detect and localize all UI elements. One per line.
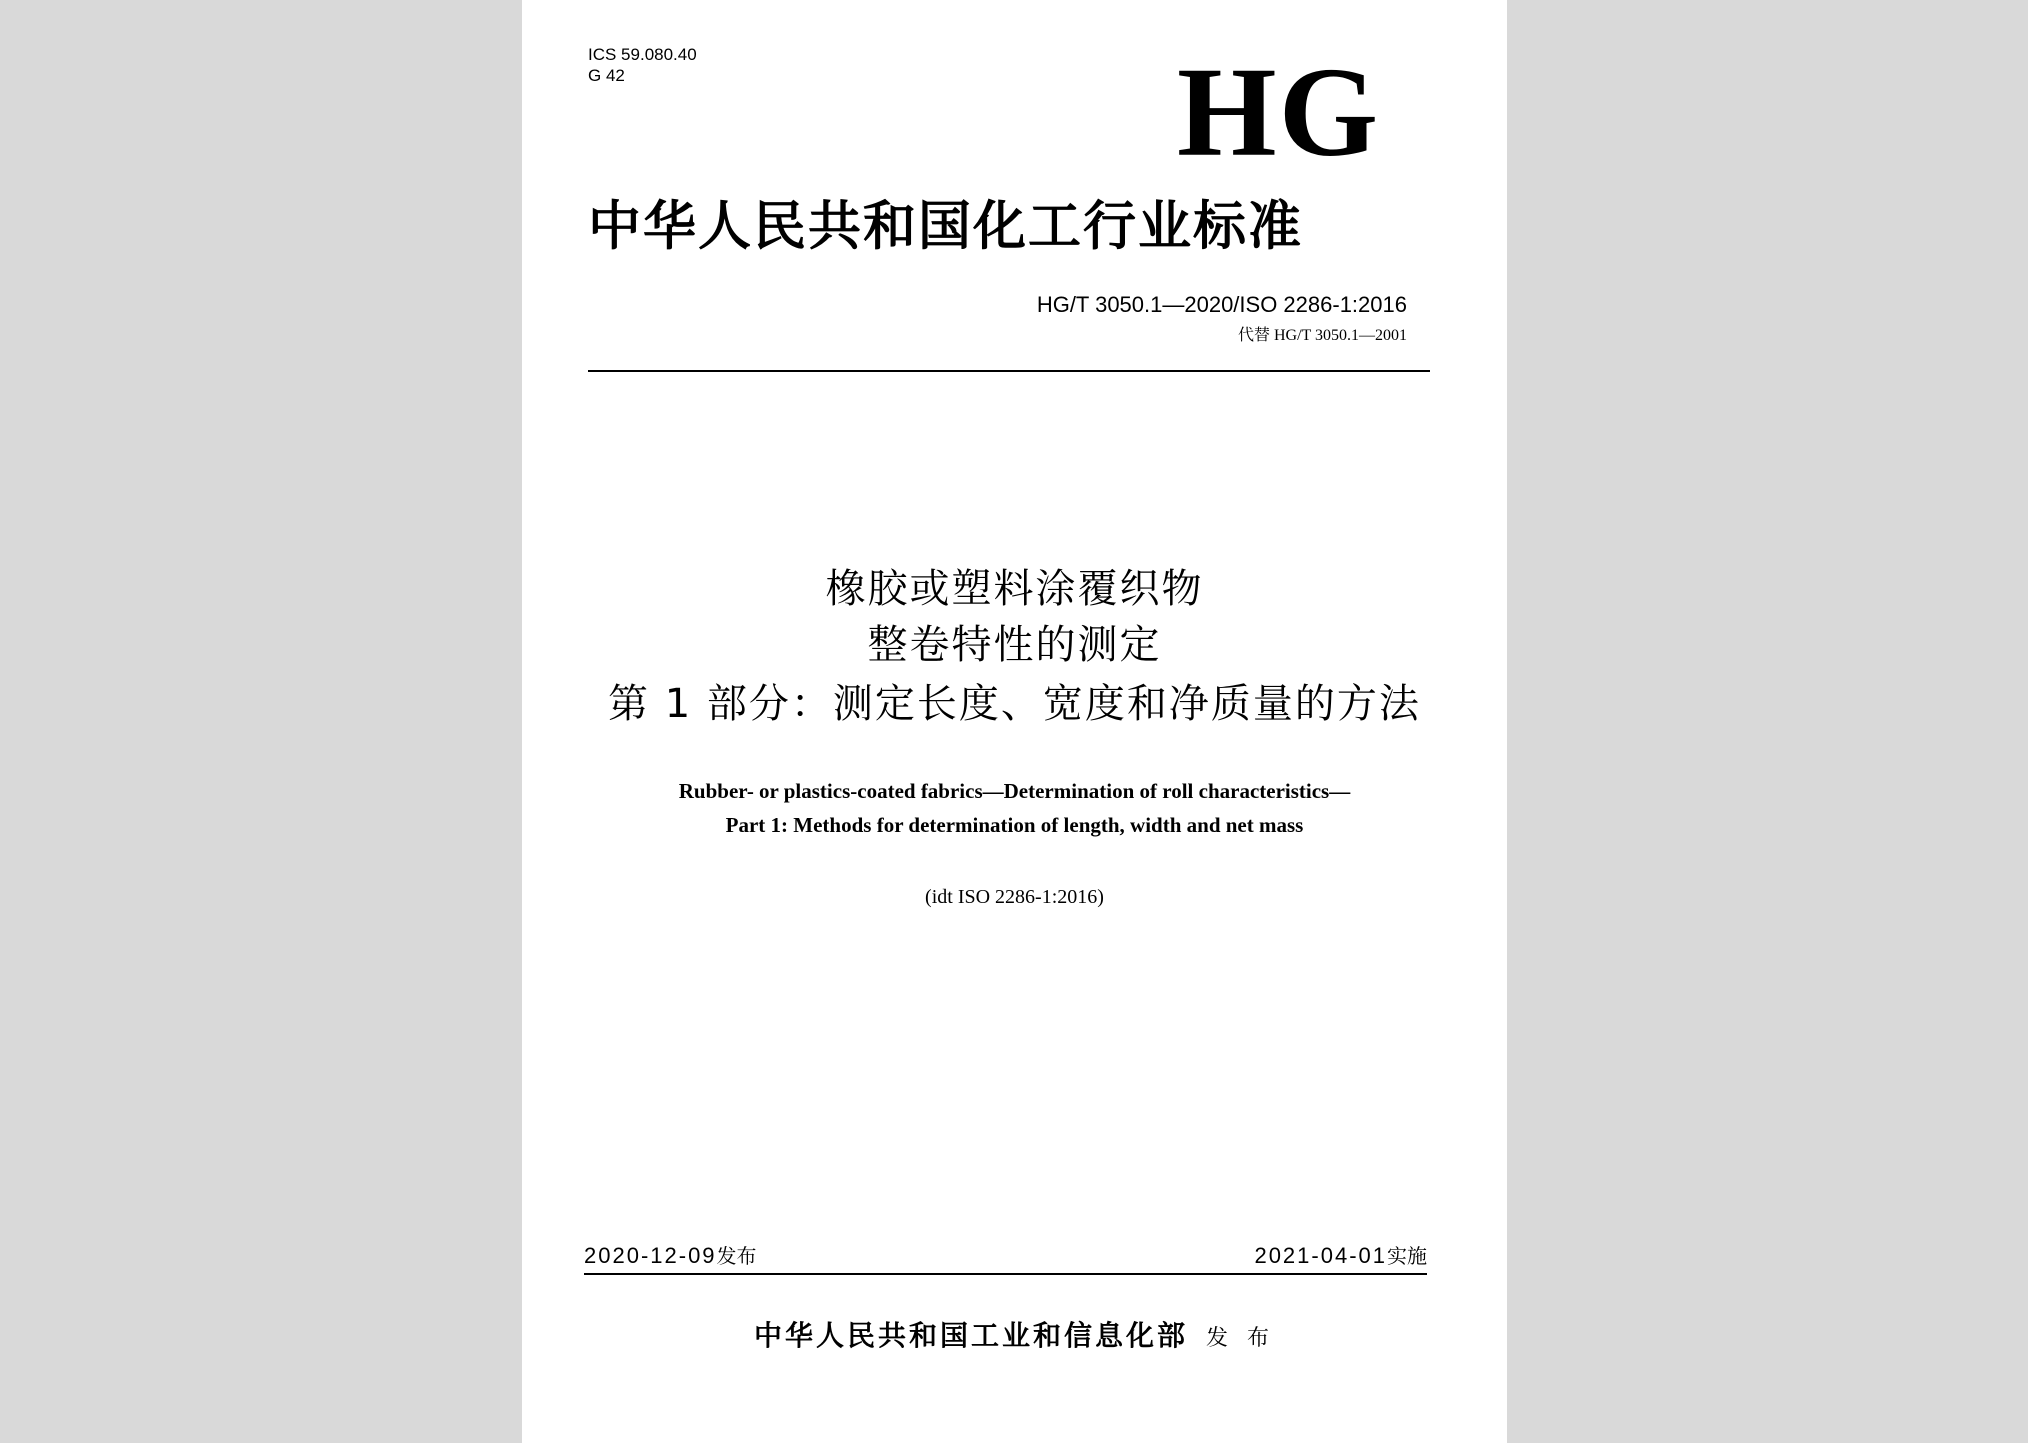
issuer-action: 发 布 (1206, 1326, 1275, 1351)
ics-code: ICS 59.080.40 (588, 45, 697, 64)
standard-organization-title: 中华人民共和国化工行业标准 (588, 195, 1303, 257)
equivalence-note: (idt ISO 2286-1:2016) (925, 886, 1104, 908)
hg-logo: HG (1177, 41, 1381, 183)
effective-label: 实施 (1387, 1244, 1427, 1268)
issuer-line (522, 1318, 1507, 1357)
standard-number: HG/T 3050.1—2020/ISO 2286-1:2016 (1036, 292, 1407, 317)
issue-date: 2020-12-09 (584, 1243, 717, 1268)
issuer-name: 中华人民共和国工业和信息化部 (753, 1319, 1188, 1352)
document-page (522, 0, 1507, 1443)
bottom-divider (584, 1273, 1427, 1275)
title-zh-line1: 橡胶或塑料涂覆织物 (825, 566, 1204, 612)
title-en-line2: Part 1: Methods for determination of length, width and net mass (725, 813, 1304, 837)
classification-codes (588, 44, 697, 86)
title-zh-line2: 整卷特性的测定 (867, 622, 1162, 668)
title-en-line1: Rubber- or plastics-coated fabrics—Determination of roll characteristics— (678, 779, 1351, 803)
replaces-standard: 代替 HG/T 3050.1—2001 (1237, 327, 1407, 344)
title-zh-line3: 第 1 部分：测定长度、宽度和净质量的方法 (608, 681, 1421, 727)
issue-date-block (584, 1242, 757, 1270)
effective-date: 2021-04-01 (1254, 1243, 1387, 1268)
issue-label: 发布 (716, 1244, 757, 1268)
top-divider (588, 370, 1430, 372)
category-code: G 42 (588, 66, 625, 85)
effective-date-block (1254, 1242, 1427, 1270)
